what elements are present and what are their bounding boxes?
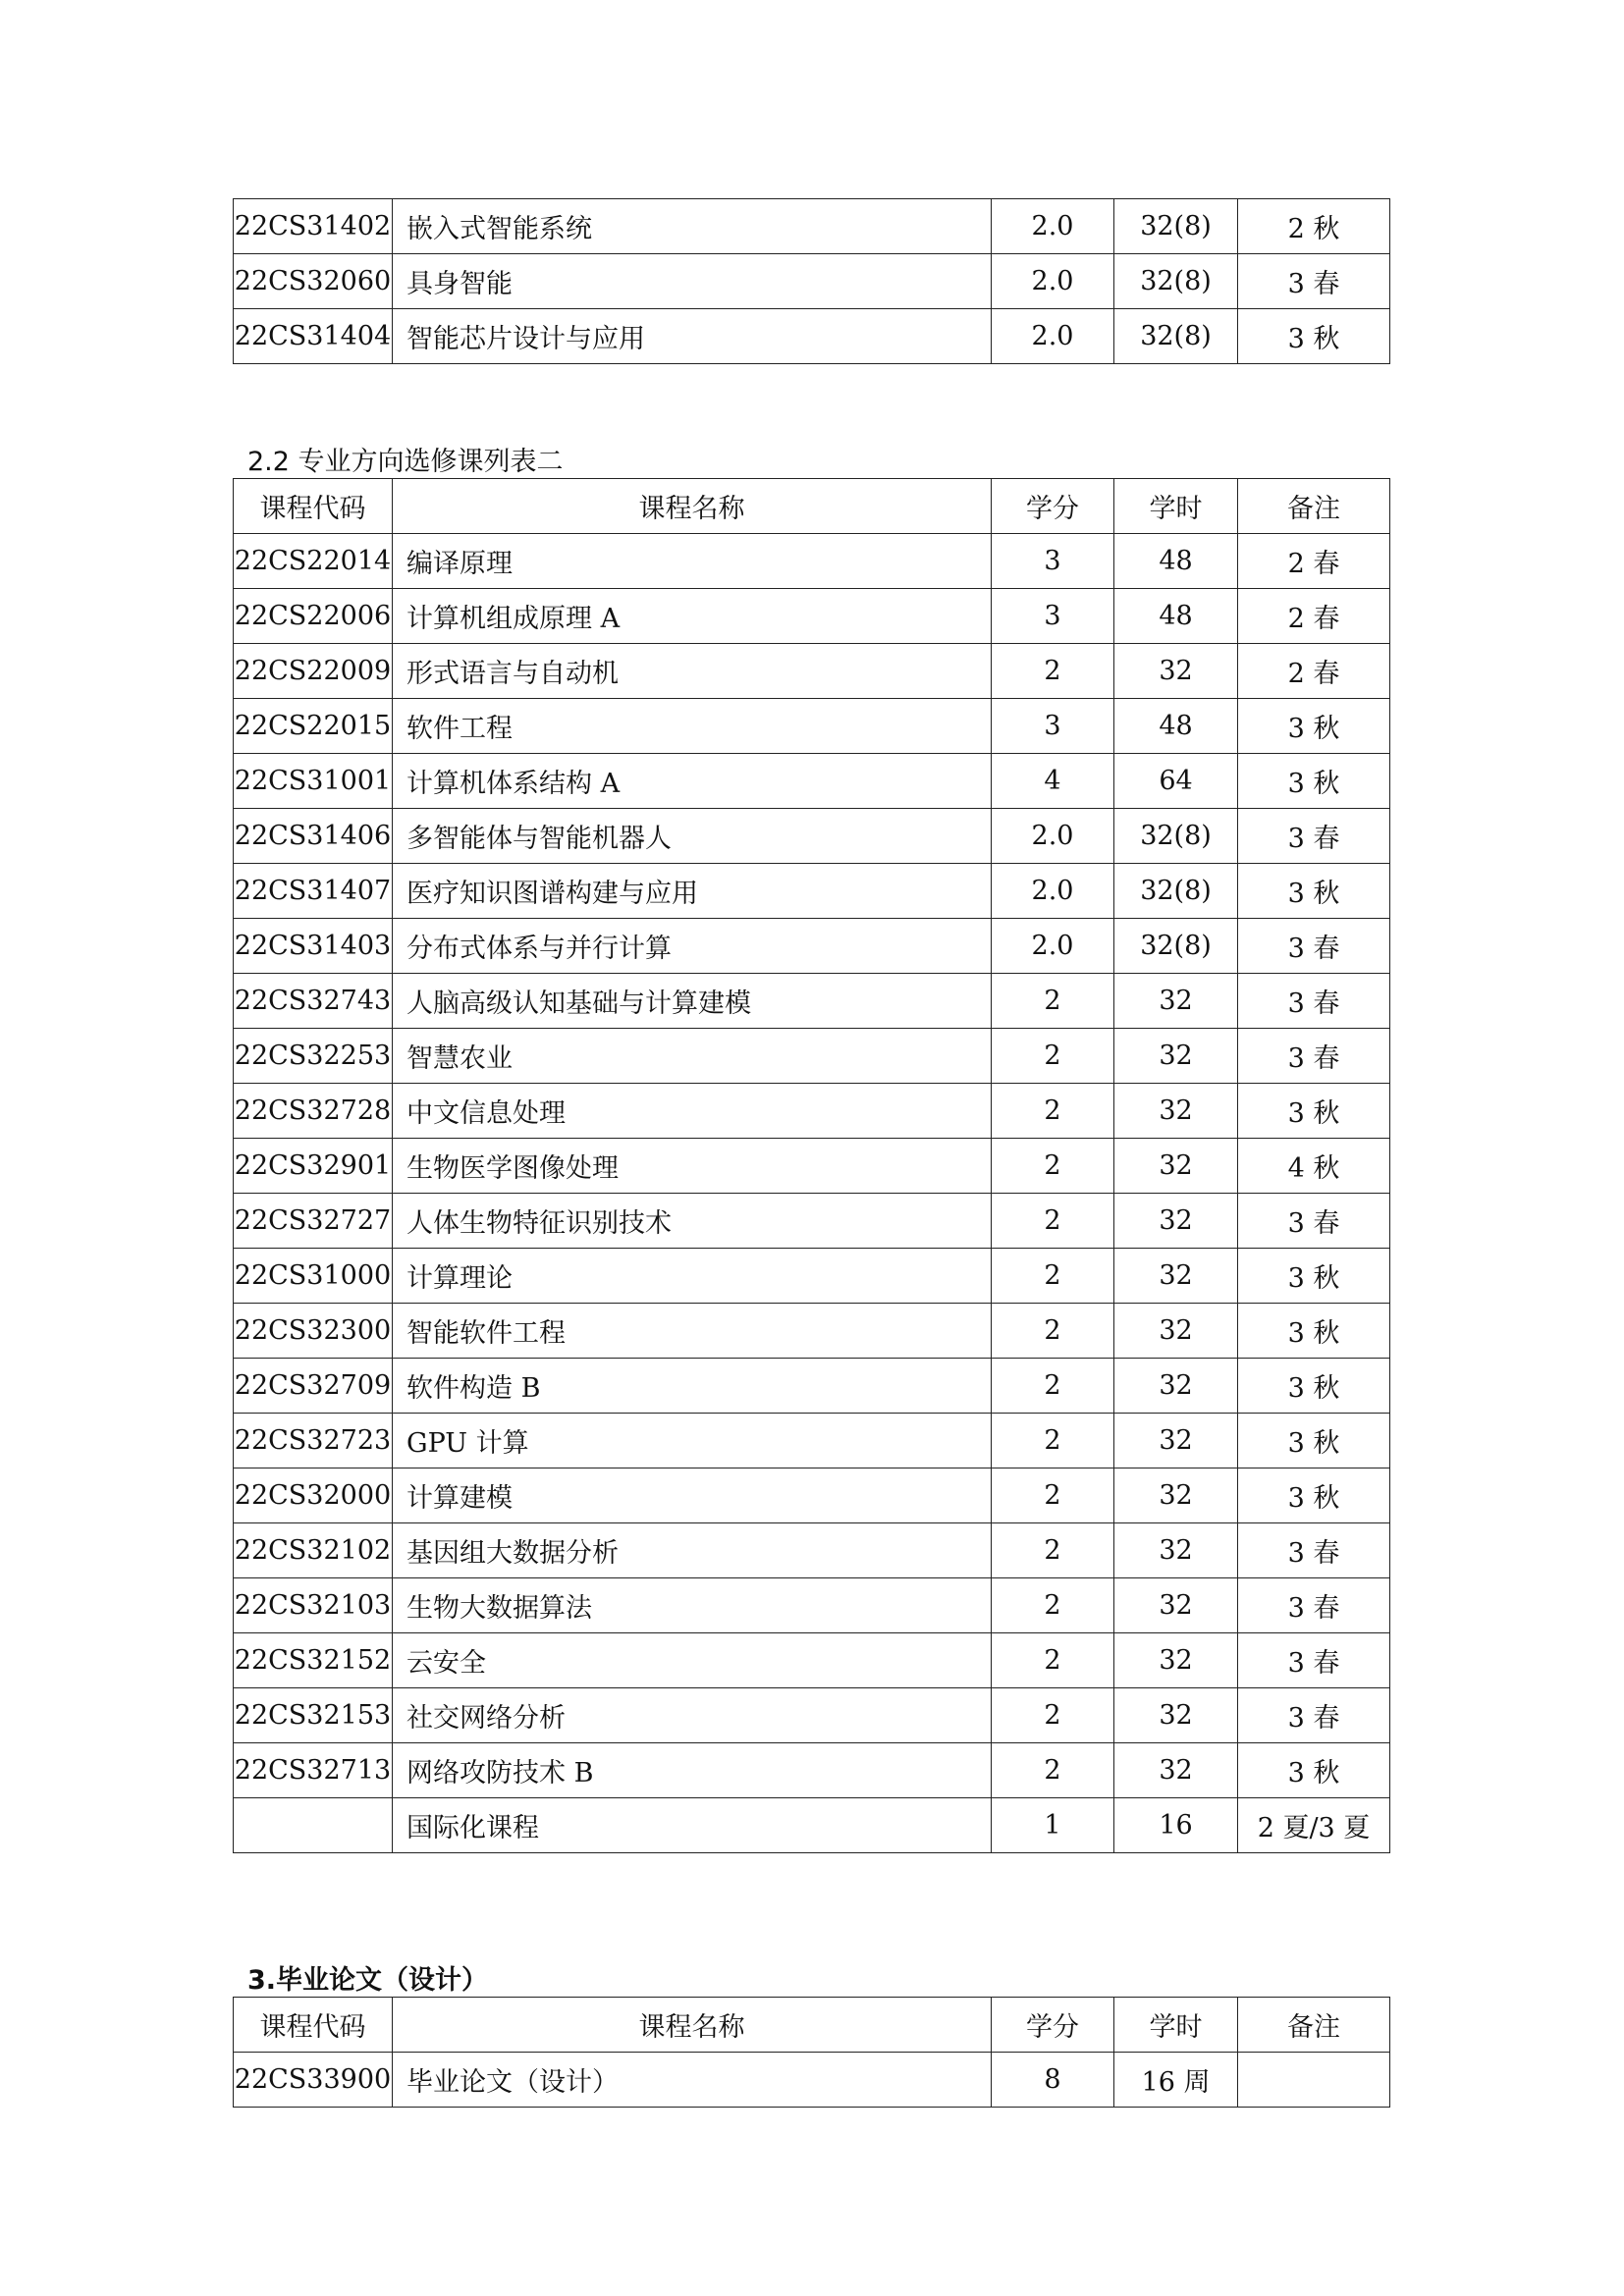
cell-hours: 16	[1114, 1798, 1238, 1853]
section-heading-3: 3.毕业论文（设计）	[247, 1965, 489, 1996]
cell-hours: 32	[1114, 1743, 1238, 1798]
course-table-3	[233, 1997, 1390, 2108]
cell-hours: 32	[1114, 1523, 1238, 1578]
cell-name: 编译原理	[393, 534, 992, 589]
cell-name: 云安全	[393, 1633, 992, 1688]
cell-code	[234, 1798, 393, 1853]
header-hours: 学时	[1114, 1998, 1238, 2053]
cell-note: 3 秋	[1238, 1359, 1390, 1414]
cell-credit: 2	[992, 974, 1114, 1029]
cell-note: 3 春	[1238, 1578, 1390, 1633]
table-body	[234, 199, 1390, 364]
cell-code: 22CS22014	[234, 534, 393, 589]
header-note: 备注	[1238, 479, 1390, 534]
cell-name: 软件工程	[393, 699, 992, 754]
cell-credit: 8	[992, 2053, 1114, 2108]
cell-note: 3 秋	[1238, 309, 1390, 364]
cell-credit: 3	[992, 589, 1114, 644]
cell-credit: 2.0	[992, 199, 1114, 254]
cell-name: 社交网络分析	[393, 1688, 992, 1743]
cell-hours: 32	[1114, 1359, 1238, 1414]
cell-name: 毕业论文（设计）	[393, 2053, 992, 2108]
table-row	[234, 919, 1390, 974]
cell-credit: 2	[992, 1139, 1114, 1194]
header-credit: 学分	[992, 1998, 1114, 2053]
header-code: 课程代码	[234, 1998, 393, 2053]
cell-code: 22CS32103	[234, 1578, 393, 1633]
cell-code: 22CS31001	[234, 754, 393, 809]
cell-name: 具身智能	[393, 254, 992, 309]
course-table-2-2	[233, 478, 1390, 1853]
cell-code: 22CS31407	[234, 864, 393, 919]
cell-note: 3 春	[1238, 1633, 1390, 1688]
cell-note: 3 秋	[1238, 754, 1390, 809]
cell-name: 分布式体系与并行计算	[393, 919, 992, 974]
table-row	[234, 699, 1390, 754]
cell-name: GPU 计算	[393, 1414, 992, 1468]
cell-code: 22CS31406	[234, 809, 393, 864]
cell-name: 计算建模	[393, 1468, 992, 1523]
cell-code: 22CS31000	[234, 1249, 393, 1304]
cell-note	[1238, 2053, 1390, 2108]
table-row	[234, 589, 1390, 644]
cell-hours: 48	[1114, 699, 1238, 754]
table-row	[234, 1743, 1390, 1798]
cell-note: 3 秋	[1238, 1414, 1390, 1468]
cell-code: 22CS32743	[234, 974, 393, 1029]
cell-code: 22CS32728	[234, 1084, 393, 1139]
cell-hours: 32	[1114, 1578, 1238, 1633]
cell-note: 3 春	[1238, 254, 1390, 309]
cell-code: 22CS32102	[234, 1523, 393, 1578]
table-row	[234, 754, 1390, 809]
cell-note: 3 春	[1238, 1029, 1390, 1084]
cell-note: 3 春	[1238, 1688, 1390, 1743]
cell-name: 智能芯片设计与应用	[393, 309, 992, 364]
cell-code: 22CS31404	[234, 309, 393, 364]
cell-code: 22CS31403	[234, 919, 393, 974]
cell-hours: 32(8)	[1114, 199, 1238, 254]
cell-note: 4 秋	[1238, 1139, 1390, 1194]
cell-name: 网络攻防技术 B	[393, 1743, 992, 1798]
table-row	[234, 254, 1390, 309]
cell-note: 3 春	[1238, 1523, 1390, 1578]
cell-credit: 2	[992, 1633, 1114, 1688]
cell-code: 22CS32723	[234, 1414, 393, 1468]
cell-hours: 32(8)	[1114, 809, 1238, 864]
cell-code: 22CS32152	[234, 1633, 393, 1688]
cell-hours: 32(8)	[1114, 309, 1238, 364]
cell-name: 计算理论	[393, 1249, 992, 1304]
cell-code: 22CS22009	[234, 644, 393, 699]
cell-credit: 2.0	[992, 864, 1114, 919]
table-row	[234, 1139, 1390, 1194]
cell-name: 生物大数据算法	[393, 1578, 992, 1633]
table-row	[234, 1523, 1390, 1578]
cell-credit: 3	[992, 699, 1114, 754]
cell-hours: 32	[1114, 1029, 1238, 1084]
cell-name: 人体生物特征识别技术	[393, 1194, 992, 1249]
header-hours: 学时	[1114, 479, 1238, 534]
table-row	[234, 309, 1390, 364]
cell-note: 2 春	[1238, 589, 1390, 644]
cell-hours: 32	[1114, 1249, 1238, 1304]
cell-hours: 32	[1114, 1304, 1238, 1359]
cell-name: 软件构造 B	[393, 1359, 992, 1414]
cell-credit: 4	[992, 754, 1114, 809]
table-row	[234, 1798, 1390, 1853]
cell-note: 3 秋	[1238, 1304, 1390, 1359]
cell-credit: 2	[992, 1194, 1114, 1249]
table-row	[234, 1249, 1390, 1304]
cell-code: 22CS33900	[234, 2053, 393, 2108]
table-row	[234, 1688, 1390, 1743]
cell-credit: 2	[992, 1523, 1114, 1578]
table-row	[234, 1304, 1390, 1359]
table-row	[234, 1414, 1390, 1468]
header-credit: 学分	[992, 479, 1114, 534]
cell-credit: 2	[992, 1578, 1114, 1633]
header-note: 备注	[1238, 1998, 1390, 2053]
table-row	[234, 974, 1390, 1029]
cell-name: 智能软件工程	[393, 1304, 992, 1359]
cell-hours: 32	[1114, 1139, 1238, 1194]
cell-hours: 32(8)	[1114, 864, 1238, 919]
cell-hours: 32	[1114, 1414, 1238, 1468]
header-code: 课程代码	[234, 479, 393, 534]
table-row	[234, 534, 1390, 589]
cell-note: 2 秋	[1238, 199, 1390, 254]
cell-code: 22CS32060	[234, 254, 393, 309]
cell-name: 智慧农业	[393, 1029, 992, 1084]
cell-name: 嵌入式智能系统	[393, 199, 992, 254]
cell-name: 生物医学图像处理	[393, 1139, 992, 1194]
course-table-continued	[233, 198, 1390, 364]
cell-credit: 1	[992, 1798, 1114, 1853]
table-row	[234, 1359, 1390, 1414]
cell-credit: 2	[992, 1688, 1114, 1743]
cell-credit: 2	[992, 1468, 1114, 1523]
cell-hours: 32(8)	[1114, 919, 1238, 974]
cell-hours: 32(8)	[1114, 254, 1238, 309]
cell-credit: 2	[992, 1304, 1114, 1359]
cell-name: 多智能体与智能机器人	[393, 809, 992, 864]
table-row	[234, 1029, 1390, 1084]
header-name: 课程名称	[393, 479, 992, 534]
cell-code: 22CS32713	[234, 1743, 393, 1798]
cell-credit: 2	[992, 644, 1114, 699]
cell-credit: 3	[992, 534, 1114, 589]
cell-note: 2 夏/3 夏	[1238, 1798, 1390, 1853]
table-row	[234, 1468, 1390, 1523]
cell-code: 22CS32709	[234, 1359, 393, 1414]
cell-name: 计算机体系结构 A	[393, 754, 992, 809]
cell-code: 22CS32253	[234, 1029, 393, 1084]
cell-code: 22CS32901	[234, 1139, 393, 1194]
cell-note: 3 秋	[1238, 699, 1390, 754]
cell-credit: 2	[992, 1084, 1114, 1139]
cell-code: 22CS22015	[234, 699, 393, 754]
cell-hours: 32	[1114, 1194, 1238, 1249]
cell-credit: 2	[992, 1743, 1114, 1798]
cell-hours: 32	[1114, 1084, 1238, 1139]
cell-hours: 32	[1114, 974, 1238, 1029]
cell-hours: 16 周	[1114, 2053, 1238, 2108]
section-heading-2-2: 2.2 专业方向选修课列表二	[247, 447, 564, 477]
table-header-row	[234, 479, 1390, 534]
cell-name: 中文信息处理	[393, 1084, 992, 1139]
cell-name: 国际化课程	[393, 1798, 992, 1853]
cell-note: 3 秋	[1238, 1743, 1390, 1798]
table-row	[234, 1578, 1390, 1633]
cell-note: 3 春	[1238, 1194, 1390, 1249]
table-row	[234, 2053, 1390, 2108]
cell-name: 基因组大数据分析	[393, 1523, 992, 1578]
table-row	[234, 1633, 1390, 1688]
cell-note: 2 春	[1238, 644, 1390, 699]
cell-name: 形式语言与自动机	[393, 644, 992, 699]
cell-note: 3 秋	[1238, 864, 1390, 919]
cell-credit: 2	[992, 1249, 1114, 1304]
cell-credit: 2.0	[992, 809, 1114, 864]
cell-hours: 48	[1114, 589, 1238, 644]
table-row	[234, 644, 1390, 699]
table-row	[234, 199, 1390, 254]
table-row	[234, 864, 1390, 919]
cell-hours: 32	[1114, 1633, 1238, 1688]
header-name: 课程名称	[393, 1998, 992, 2053]
cell-code: 22CS32300	[234, 1304, 393, 1359]
cell-code: 22CS32000	[234, 1468, 393, 1523]
cell-note: 3 秋	[1238, 1084, 1390, 1139]
cell-hours: 32	[1114, 1468, 1238, 1523]
cell-code: 22CS32727	[234, 1194, 393, 1249]
table-row	[234, 1084, 1390, 1139]
cell-hours: 64	[1114, 754, 1238, 809]
cell-credit: 2.0	[992, 919, 1114, 974]
cell-credit: 2	[992, 1414, 1114, 1468]
cell-hours: 32	[1114, 644, 1238, 699]
cell-hours: 32	[1114, 1688, 1238, 1743]
cell-credit: 2	[992, 1029, 1114, 1084]
cell-name: 人脑高级认知基础与计算建模	[393, 974, 992, 1029]
cell-credit: 2.0	[992, 254, 1114, 309]
cell-code: 22CS32153	[234, 1688, 393, 1743]
table-body	[234, 534, 1390, 1853]
table-row	[234, 809, 1390, 864]
cell-note: 3 春	[1238, 919, 1390, 974]
table-row	[234, 1194, 1390, 1249]
cell-note: 3 秋	[1238, 1249, 1390, 1304]
cell-note: 3 春	[1238, 974, 1390, 1029]
cell-note: 3 春	[1238, 809, 1390, 864]
cell-credit: 2	[992, 1359, 1114, 1414]
cell-name: 医疗知识图谱构建与应用	[393, 864, 992, 919]
cell-credit: 2.0	[992, 309, 1114, 364]
table-body	[234, 2053, 1390, 2108]
cell-note: 2 春	[1238, 534, 1390, 589]
cell-code: 22CS22006	[234, 589, 393, 644]
cell-name: 计算机组成原理 A	[393, 589, 992, 644]
cell-note: 3 秋	[1238, 1468, 1390, 1523]
table-header-row	[234, 1998, 1390, 2053]
cell-hours: 48	[1114, 534, 1238, 589]
cell-code: 22CS31402	[234, 199, 393, 254]
